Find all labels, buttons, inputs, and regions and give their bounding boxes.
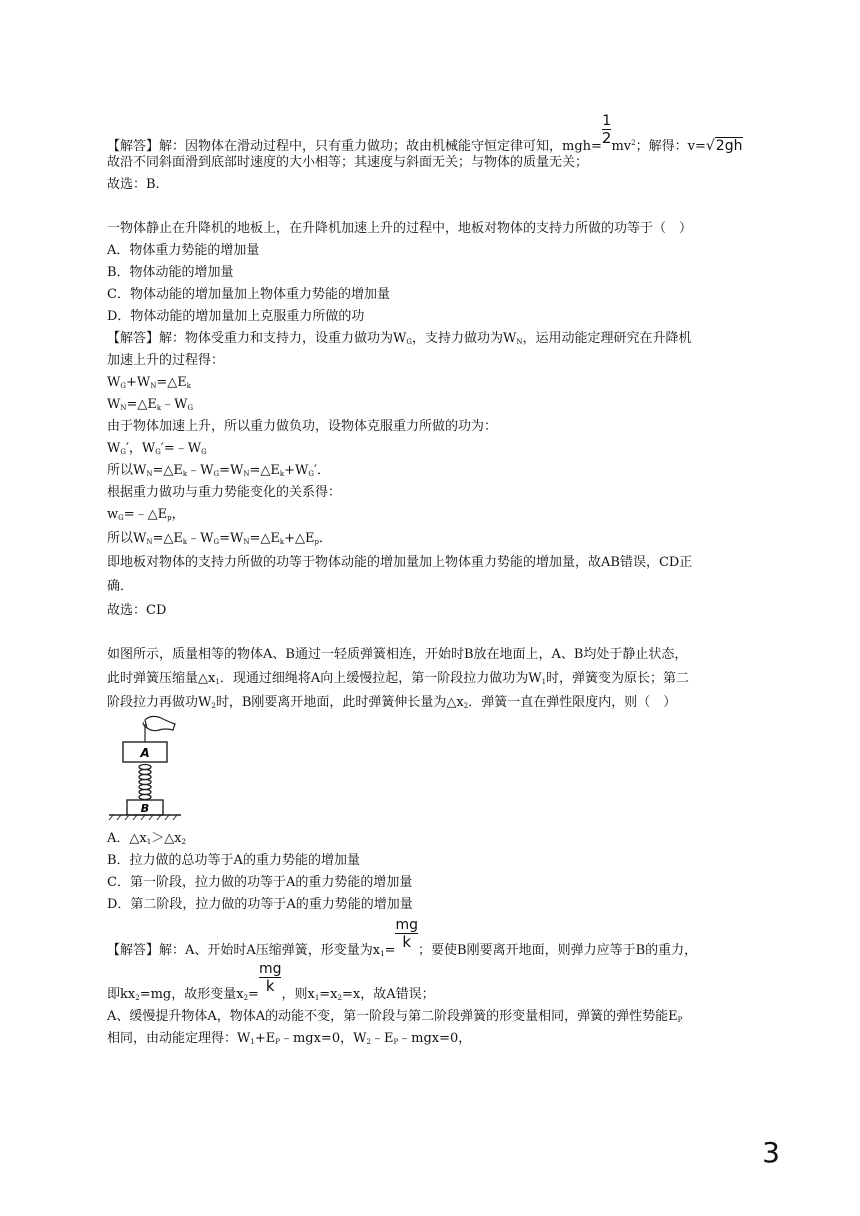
s: 2 <box>243 994 249 1002</box>
sup-2: 2 <box>631 139 636 147</box>
frac-den: k <box>402 932 412 951</box>
t: =△E <box>126 397 157 412</box>
s: 2 <box>135 994 140 1002</box>
s: k <box>182 538 188 546</box>
q3-stem2 <box>107 670 689 691</box>
t: ′． <box>314 463 330 478</box>
t: 时，弹簧变为原长；第二 <box>546 671 690 686</box>
answer1-line1 <box>107 112 743 156</box>
s: G <box>213 538 220 546</box>
q3-answer-line2 <box>107 960 435 1007</box>
s: 1 <box>250 1038 255 1046</box>
frac-num: 1 <box>602 112 612 129</box>
spring <box>139 765 151 800</box>
t: ＞△x <box>151 831 182 846</box>
q2-answer-line1 <box>107 330 691 351</box>
answer1-line3: 故选：B. <box>107 177 160 192</box>
t: ﹣E <box>370 1031 394 1046</box>
spring-blocks-figure <box>107 714 183 822</box>
s: G <box>201 448 207 456</box>
t: 所以W <box>107 531 147 546</box>
q2-option-a: A．物体重力势能的增加量 <box>107 243 260 258</box>
t: ﹣mgx=0，W <box>279 1031 367 1046</box>
s: p <box>314 538 320 546</box>
q2-option-b: B．物体动能的增加量 <box>107 265 234 280</box>
t: ﹣mgx=0， <box>398 1031 472 1046</box>
s: k <box>182 470 188 478</box>
q2-line8: 根据重力做功与重力势能变化的关系得： <box>107 485 342 500</box>
t: =W <box>219 531 244 546</box>
t: 相同，由动能定理得：W <box>107 1031 251 1046</box>
t: =△E <box>156 375 187 390</box>
t: ， <box>171 507 185 522</box>
q3-stem1: 如图所示，质量相等的物体A、B通过一轻质弹簧相连，开始时B放在地面上，A、B均处于静止状态， <box>107 647 688 662</box>
t: ′，W <box>125 441 156 456</box>
s: 2 <box>181 838 186 846</box>
q2-eq1 <box>107 374 191 395</box>
t: +E <box>254 1031 276 1046</box>
q2-eq5 <box>107 506 185 527</box>
s: N <box>243 470 250 478</box>
t: 【解答】解：物体受重力和支持力，设重力做功为W <box>107 331 407 346</box>
t: 即kx <box>107 987 136 1002</box>
t: 此时弹簧压缩量△x <box>107 671 216 686</box>
t: ﹣W <box>187 531 214 546</box>
t: =x，故A错误； <box>341 987 435 1002</box>
t: W <box>107 375 121 390</box>
t: 【解答】解：A、开始时A压缩弹簧，形变量为x <box>107 943 381 958</box>
t: ，则x <box>281 987 315 1002</box>
q3-option-d: D．第二阶段，拉力做的功等于A的重力势能的增加量 <box>107 897 413 912</box>
q3-option-a <box>107 830 186 851</box>
t: =△E <box>152 463 183 478</box>
ground-hatch <box>109 815 177 820</box>
t: ． <box>319 531 333 546</box>
t: ；要使B刚要离开地面，则弹力应等于B的重力， <box>418 943 698 958</box>
q3-option-b: B．拉力做的总功等于A的重力势能的增加量 <box>107 853 360 868</box>
s: 2 <box>463 702 469 710</box>
s: 1 <box>215 678 220 686</box>
s: N <box>146 538 153 546</box>
s: 2 <box>211 702 216 710</box>
s: P <box>393 1038 399 1046</box>
q3-answer-line4 <box>107 1030 471 1051</box>
frac-den: k <box>265 976 275 995</box>
t: A．△x <box>107 831 147 846</box>
t: =△E <box>249 531 280 546</box>
t: = <box>384 943 396 958</box>
q2-line13: 故选：CD <box>107 603 167 618</box>
s: 1 <box>314 994 320 1002</box>
page-number: 3 <box>762 1136 780 1169</box>
block-a-label: A <box>140 746 150 760</box>
q3-stem3 <box>107 694 676 715</box>
s: P <box>677 1016 683 1024</box>
t: 阶段拉力再做功W <box>107 695 212 710</box>
answer1-text: 【解答】解：因物体在滑动过程中，只有重力做功；故由机械能守恒定律可知，mgh= <box>107 139 602 154</box>
s: G <box>406 338 412 346</box>
answer1-line2: 故沿不同斜面滑到底部时速度的大小相等；其速度与斜面无关；与物体的质量无关； <box>107 155 589 170</box>
t: ．弹簧一直在弹性限度内，则（ ） <box>468 695 677 710</box>
s: p <box>167 514 172 522</box>
q2-eq2 <box>107 396 193 417</box>
t: +W <box>125 375 151 390</box>
s: N <box>150 382 157 390</box>
t: ，支持力做功为W <box>411 331 517 346</box>
s: k <box>279 538 285 546</box>
frac-num: mg <box>395 916 419 933</box>
s: G <box>155 448 161 456</box>
t: 所以W <box>107 463 147 478</box>
sqrt-expression: √2gh <box>705 138 743 154</box>
s: G <box>213 470 220 478</box>
t: w <box>107 507 119 522</box>
t: ．现通过细绳将A向上缓慢拉起，第一阶段拉力做功为W <box>219 671 542 686</box>
q2-line12: 确． <box>107 579 134 594</box>
t: W <box>107 441 121 456</box>
q2-stem: 一物体静止在升降机的地板上，在升降机加速上升的过程中，地板对物体的支持力所做的功等于（ ） <box>107 221 693 236</box>
t: =W <box>219 463 244 478</box>
sqrt-radicand: 2gh <box>715 138 743 154</box>
q2-option-c: C．物体动能的增加量加上物体重力势能的增加量 <box>107 287 390 302</box>
s: G <box>308 470 314 478</box>
s: G <box>120 382 126 390</box>
q2-eq3 <box>107 440 207 461</box>
t: =mg，故形变量x <box>139 987 244 1002</box>
t: ，运用动能定理研究在升降机 <box>522 331 692 346</box>
t: +△E <box>284 531 315 546</box>
solve-text: ；解得：v= <box>635 139 706 154</box>
s: 1 <box>380 950 385 958</box>
s: 1 <box>146 838 152 846</box>
t: +W <box>284 463 309 478</box>
q2-option-d: D．物体动能的增加量加上克服重力所做的功 <box>107 309 365 324</box>
t: ﹣W <box>187 463 214 478</box>
t: = <box>248 987 259 1002</box>
t: A、缓慢提升物体A，物体A的动能不变，第一阶段与第二阶段弹簧的形变量相同，弹簧的弹性势能E <box>107 1009 678 1024</box>
q2-eq6 <box>107 530 332 551</box>
t: 时，B刚要离开地面，此时弹簧伸长量为△x <box>215 695 464 710</box>
t: ′=﹣W <box>160 441 202 456</box>
t: W <box>107 397 121 412</box>
s: k <box>156 404 162 412</box>
mv-text: mv <box>611 139 632 154</box>
q2-line5: 由于物体加速上升，所以重力做负功，设物体克服重力所做的功为： <box>107 419 498 434</box>
t: =△E <box>249 463 280 478</box>
s: N <box>516 338 523 346</box>
q2-line11: 即地板对物体的支持力所做的功等于物体动能的增加量加上物体重力势能的增加量，故AB错误，CD正 <box>107 555 693 570</box>
fraction-mg-over-k-2 <box>259 962 282 994</box>
q3-answer-line3 <box>107 1008 682 1029</box>
q2-eq4 <box>107 462 330 483</box>
s: G <box>187 404 194 412</box>
t: ﹣W <box>161 397 188 412</box>
hand-icon <box>145 716 175 730</box>
q3-option-c: C．第一阶段，拉力做的功等于A的重力势能的增加量 <box>107 875 413 890</box>
s: N <box>243 538 250 546</box>
s: N <box>146 470 153 478</box>
frac-num: mg <box>258 960 282 977</box>
t: =x <box>319 987 338 1002</box>
q2-answer-line2: 加速上升的过程得： <box>107 353 225 368</box>
s: G <box>120 448 126 456</box>
t: =△E <box>152 531 183 546</box>
s: N <box>120 404 127 412</box>
fraction-mg-over-k <box>395 918 418 950</box>
s: G <box>118 514 124 522</box>
block-b-label: B <box>140 802 150 815</box>
q3-answer-line1 <box>107 916 698 963</box>
t: =﹣△E <box>123 507 168 522</box>
s: 2 <box>366 1038 371 1046</box>
s: k <box>186 382 191 390</box>
s: P <box>275 1038 280 1046</box>
s: 1 <box>541 678 547 686</box>
s: k <box>279 470 285 478</box>
frac-den: 2 <box>601 128 612 147</box>
s: 2 <box>337 994 342 1002</box>
